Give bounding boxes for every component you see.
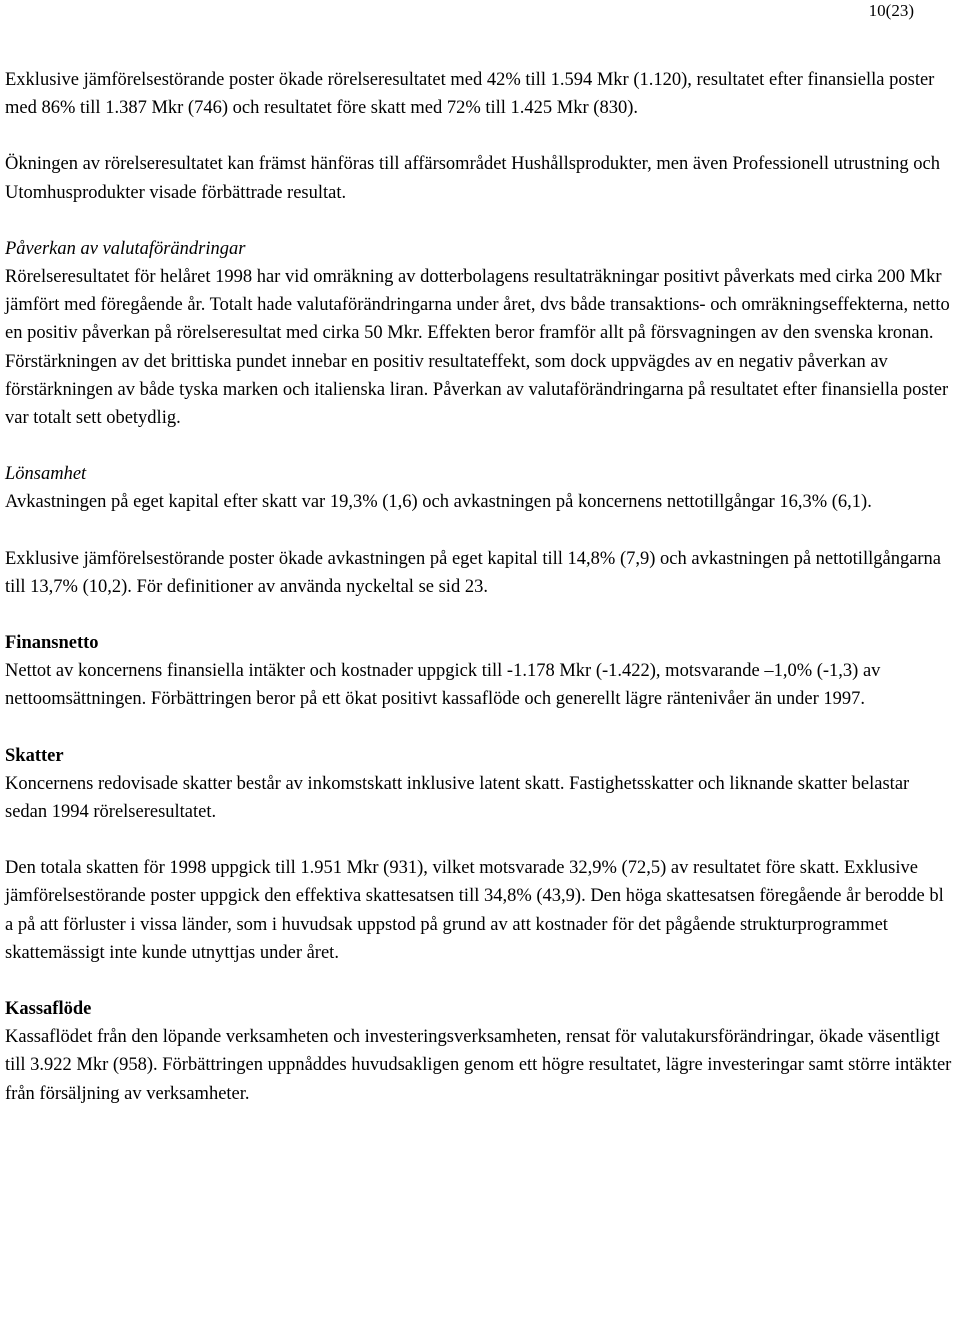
- paragraph-return-excl: Exklusive jämförelsestörande poster ökade avkastningen på eget kapital till 14,8% (7,9) och avkastningen på nettotillgångarna till 13,7% (10,2). För definitioner av använda nyckeltal se sid 23.: [5, 548, 942, 597]
- paragraph-financial-net: Nettot av koncernens finansiella intäkter och kostnader uppgick till -1.178 Mkr (-1.422), motsvarande –1,0% (-1,3) av nettoomsättningen. Förbättringen beror på ett ökat positivt kassaflöde och generellt lägre räntenivåer än under 1997.: [5, 661, 881, 710]
- document-body: [5, 66, 955, 1108]
- heading-financial-net: Finansnetto: [5, 633, 99, 654]
- heading-cash-flow: Kassaflöde: [5, 999, 92, 1020]
- heading-taxes: Skatter: [5, 745, 64, 766]
- page-number: 10(23): [868, 1, 914, 20]
- paragraph-results-excl: Exklusive jämförelsestörande poster ökade rörelseresultatet med 42% till 1.594 Mkr (1.120), resultatet efter finansiella poster med 86% till 1.387 Mkr (746) och resultatet före skatt med 72% till 1.425 Mkr (830).: [5, 70, 935, 119]
- paragraph-taxes-total: Den totala skatten för 1998 uppgick till 1.951 Mkr (931), vilket motsvarade 32,9% (72,5) av resultatet före skatt. Exklusive jämförelsestörande poster uppgick den effektiva skattesatsen till 34,8% (43,9). Den höga skattesatsen föregående år berodde bl a på att förluster i vissa länder, som i huvudsak uppstod på grund av att kostnader för det pågående strukturprogrammet skattemässigt inte kunde utnyttjas under året.: [5, 858, 944, 963]
- paragraph-cash-flow: Kassaflödet från den löpande verksamheten och investeringsverksamheten, rensat för valutakursförändringar, ökade väsentligt till 3.922 Mkr (958). Förbättringen uppnåddes huvudsakligen genom ett högre resultatet, lägre investeringar samt större intäkter från försäljning av verksamheter.: [5, 1027, 952, 1104]
- paragraph-currency: Rörelseresultatet för helåret 1998 har vid omräkning av dotterbolagens resultaträkningar positivt påverkats med cirka 200 Mkr jämfört med föregående år. Totalt hade valutaförändringarna under året, dvs både transaktions- och omräkningseffekterna, netto en positiv påverkan på rörelseresultat med cirka 50 Mkr. Effekten beror framför allt på försvagningen av den svenska kronan. Förstärkningen av det brittiska pundet innebar en positiv resultateffekt, som dock uppvägdes av en negativ påverkan av förstärkningen av både tyska marken och italienska liran. Påverkan av valutaförändringarna på resultatet efter finansiella poster var totalt sett obetydlig.: [5, 267, 950, 429]
- heading-profitability: Lönsamhet: [5, 464, 87, 485]
- paragraph-increase: Ökningen av rörelseresultatet kan främst hänföras till affärsområdet Hushållsprodukter, men även Professionell utrustning och Utomhusprodukter visade förbättrade resultat.: [5, 154, 940, 203]
- paragraph-return: Avkastningen på eget kapital efter skatt var 19,3% (1,6) och avkastningen på koncernens nettotillgångar 16,3% (6,1).: [5, 492, 872, 513]
- heading-currency-impact: Påverkan av valutaförändringar: [5, 238, 246, 259]
- paragraph-taxes-reported: Koncernens redovisade skatter består av inkomstskatt inklusive latent skatt. Fastighetsskatter och liknande skatter belastar sedan 1994 rörelseresultatet.: [5, 773, 910, 823]
